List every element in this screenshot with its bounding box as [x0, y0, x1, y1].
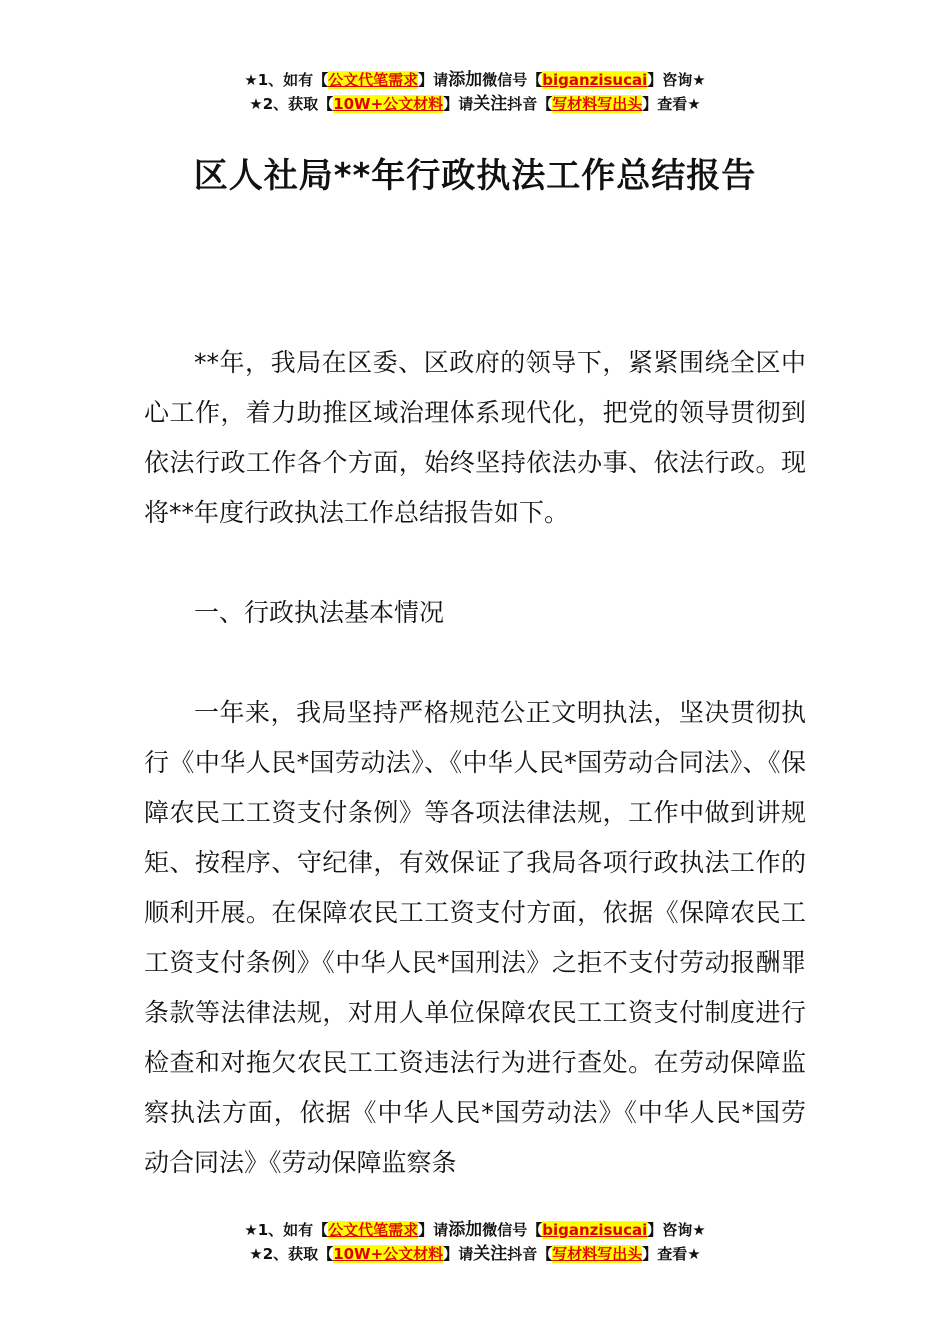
section-paragraph: 一年来，我局坚持严格规范公正文明执法，坚决贯彻执行《中华人民*国劳动法》、《中华人民*国劳动合同法》、《保障农民工工资支付条例》等各项法律法规，工作中做到讲规矩、按程序、守纪律，有效保证了我局各项行政执法工作的顺利开展。在保障农民工工资支付方面，依据《保障农民工工资支付条例》《中华人民*国刑法》之拒不支付劳动报酬罪条款等法律法规，对用人单位保障农民工工资支付制度进行检查和对拖欠农民工工资违法行为进行查处。在劳动保障监察执法方面，依据《中华人民*国劳动法》《中华人民*国劳动合同法》《劳动保障监察条 — [144, 698, 806, 1177]
promo-highlight-materials: 10W+公文材料 — [333, 1245, 444, 1263]
promo-highlight-wechat: biganzisucai — [542, 1221, 648, 1239]
intro-paragraph: **年，我局在区委、区政府的领导下，紧紧围绕全区中心工作，着力助推区域治理体系现代化，把党的领导贯彻到依法行政工作各个方面，始终坚持依法办事、依法行政。现将**年度行政执法工作总结报告如下。 — [144, 348, 806, 527]
promo-line-2: ★2、获取【10W+公文材料】请关注抖音【写材料写出头】查看★ — [249, 1244, 701, 1264]
document-title: 区人社局**年行政执法工作总结报告 — [193, 156, 757, 196]
header-promo — [0, 68, 950, 116]
promo-highlight-materials: 10W+公文材料 — [333, 95, 444, 113]
promo-highlight-douyin: 写材料写出头 — [552, 1245, 643, 1263]
footer-promo — [0, 1218, 950, 1266]
promo-line-1: ★1、如有【公文代笔需求】请添加微信号【biganzisucai】咨询★ — [244, 1220, 706, 1240]
promo-highlight-service: 公文代笔需求 — [328, 1221, 419, 1239]
promo-line-2: ★2、获取【10W+公文材料】请关注抖音【写材料写出头】查看★ — [249, 94, 701, 114]
promo-highlight-service: 公文代笔需求 — [328, 71, 419, 89]
promo-highlight-douyin: 写材料写出头 — [552, 95, 643, 113]
promo-line-1: ★1、如有【公文代笔需求】请添加微信号【biganzisucai】咨询★ — [244, 70, 706, 90]
section-heading: 一、行政执法基本情况 — [194, 598, 445, 627]
promo-highlight-wechat: biganzisucai — [542, 71, 648, 89]
